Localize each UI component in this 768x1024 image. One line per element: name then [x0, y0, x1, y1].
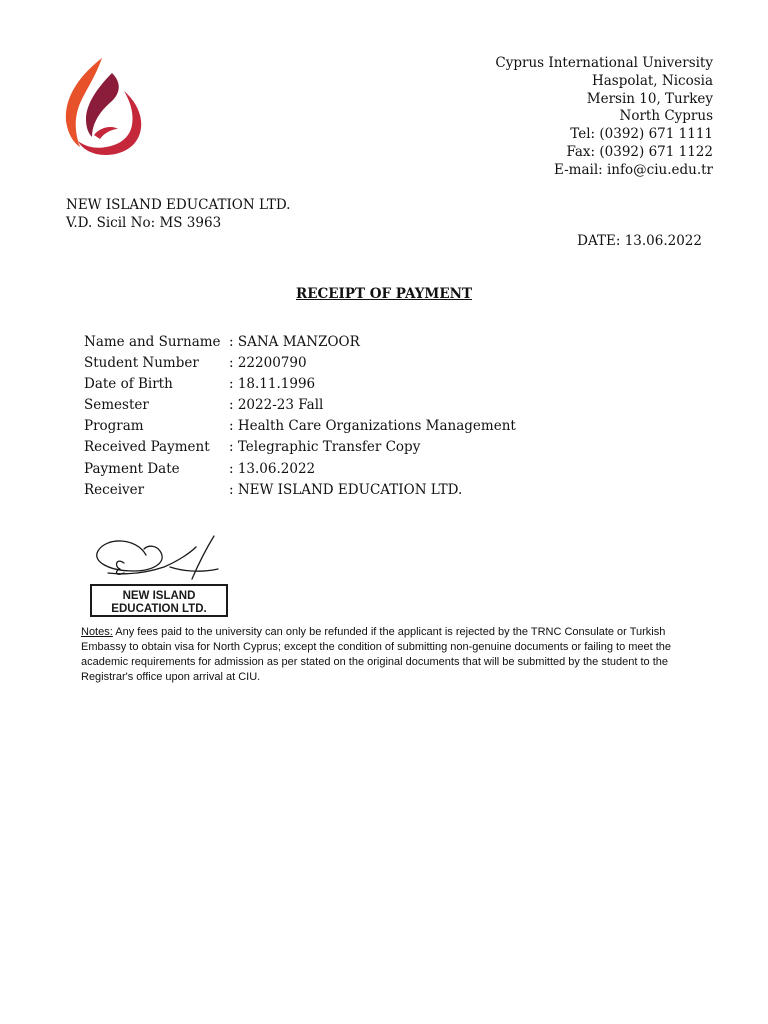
university-address — [495, 55, 713, 180]
notes-paragraph — [81, 625, 696, 685]
field-value: : 22200790 — [229, 355, 307, 372]
university-logo — [60, 55, 148, 157]
recipient-company — [66, 197, 290, 233]
notes-label: Notes: — [81, 626, 113, 638]
company-registration: V.D. Sicil No: MS 3963 — [66, 214, 222, 231]
signature-stamp — [86, 533, 232, 619]
telephone: Tel: (0392) 671 1111 — [570, 126, 713, 143]
field-label: Student Number — [84, 355, 199, 372]
field-label: Semester — [84, 397, 149, 414]
field-label: Name and Surname — [84, 334, 221, 350]
field-label: Date of Birth — [84, 376, 173, 393]
field-value: : Health Care Organizations Management — [229, 418, 516, 435]
field-row — [84, 397, 516, 418]
field-label: Receiver — [84, 481, 145, 498]
receipt-date: DATE: 13.06.2022 — [577, 233, 702, 249]
company-name: NEW ISLAND EDUCATION LTD. — [66, 197, 291, 213]
field-row — [84, 439, 516, 460]
stamp-line-1: NEW ISLAND — [122, 590, 196, 602]
field-value: : NEW ISLAND EDUCATION LTD. — [229, 481, 463, 498]
field-row — [84, 334, 516, 355]
address-line: North Cyprus — [619, 108, 713, 125]
field-value: : 18.11.1996 — [229, 376, 316, 393]
receipt-fields — [84, 334, 516, 503]
field-value: : SANA MANZOOR — [229, 334, 360, 350]
address-line: Mersin 10, Turkey — [586, 90, 713, 107]
field-value: : 13.06.2022 — [229, 460, 316, 477]
address-line: Haspolat, Nicosia — [591, 72, 713, 89]
field-row — [84, 482, 516, 503]
field-label: Payment Date — [84, 460, 180, 477]
stamp-line-2: EDUCATION LTD. — [111, 603, 207, 615]
field-value: : 2022-23 Fall — [229, 397, 324, 414]
field-value: : Telegraphic Transfer Copy — [229, 439, 421, 456]
handwritten-signature — [97, 536, 218, 579]
field-label: Program — [84, 418, 144, 435]
field-row — [84, 355, 516, 376]
notes-text: Any fees paid to the university can only be refunded if the applicant is rejected by the TRNC Consulate or Turkish Embassy to obtain visa for North Cyprus; except the condition of submitting non-genuine documents or failing to meet the academic requirements for admission as per stated on the original documents that will be submitted by the student to the Registrar's office upon arrival at CIU. — [81, 626, 672, 683]
receipt-title: RECEIPT OF PAYMENT — [295, 286, 473, 302]
email: E-mail: info@ciu.edu.tr — [554, 161, 713, 178]
company-stamp — [91, 585, 227, 616]
field-row — [84, 461, 516, 482]
university-name: Cyprus International University — [495, 55, 713, 71]
field-label: Received Payment — [84, 439, 210, 456]
fax: Fax: (0392) 671 1122 — [566, 143, 713, 160]
field-row — [84, 418, 516, 439]
field-row — [84, 376, 516, 397]
